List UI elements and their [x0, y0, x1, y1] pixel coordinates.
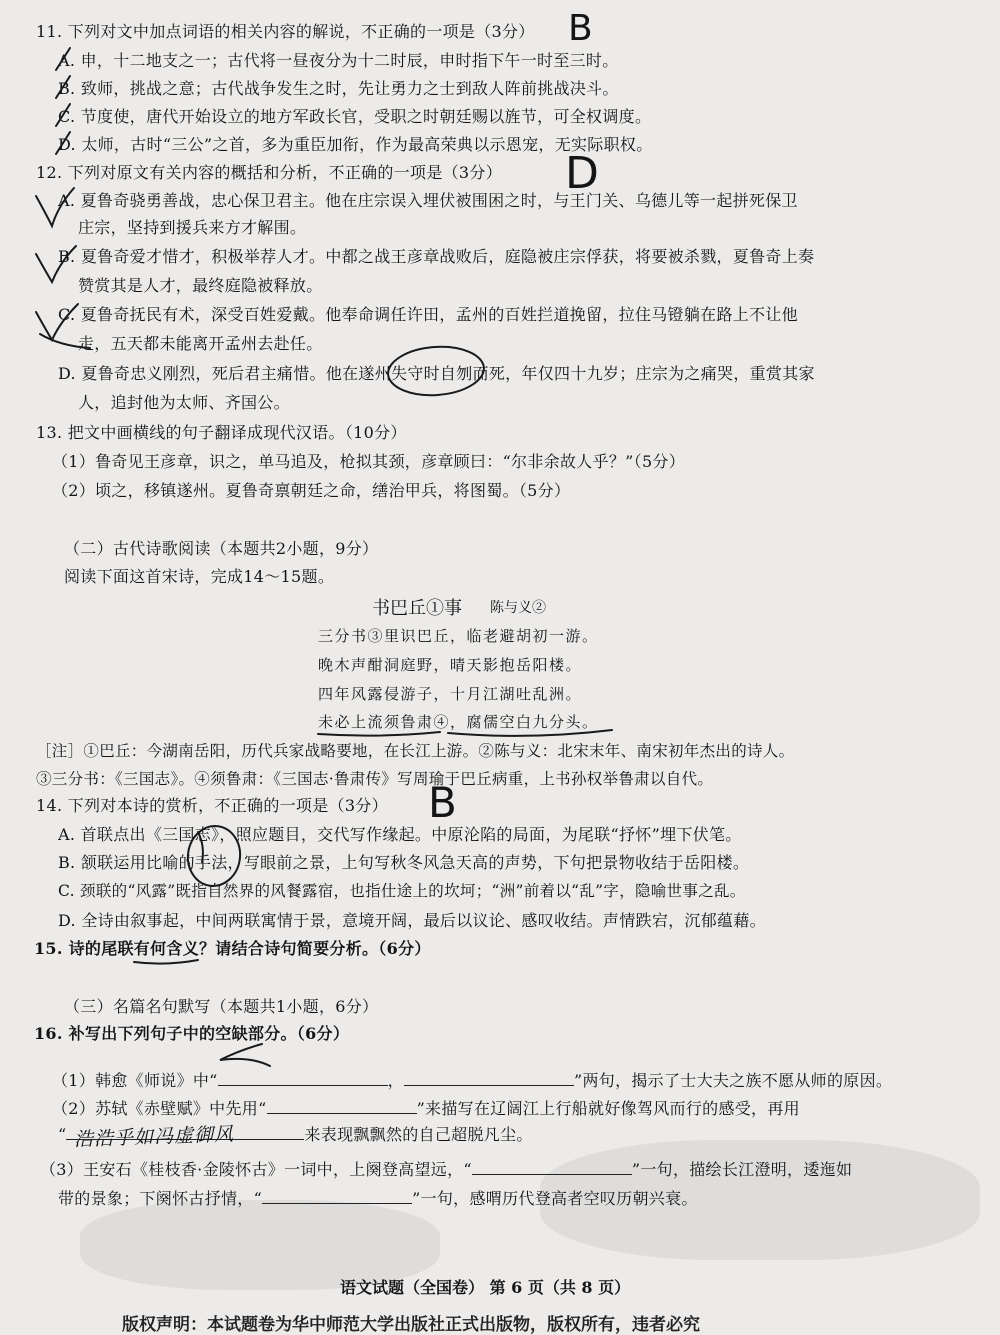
q11-option-d: D. 太师，古时“三公”之首，多为重臣加衔，作为最高荣典以示恩宠，无实际职权。: [58, 135, 653, 154]
q16-part2-quote: “: [58, 1125, 67, 1144]
q16-part2-suffix: ”来描写在辽阔江上行船就好像驾风而行的感受，再用: [416, 1099, 800, 1118]
q16-part3-suffix: ”一句，描绘长江澄明，逶迤如: [631, 1160, 853, 1179]
pen-slash: [56, 48, 70, 70]
q12-option-c-line2: 走，五天都未能离开孟州去赴任。: [78, 334, 323, 353]
poem-line: 未必上流须鲁肃④，腐儒空白九分头。: [318, 713, 599, 731]
page-footer: 语文试题（全国卷） 第 6 页（共 8 页）: [340, 1278, 631, 1297]
pen-underline: [134, 960, 198, 964]
q13-sentence-1: （1）鲁奇见王彦章，识之，单马追及，枪拟其颈，彦章顾曰：“尔非余故人乎？”（5分）: [52, 452, 686, 471]
q15-stem: 15. 诗的尾联有何含义？请结合诗句简要分析。（6分）: [34, 939, 431, 958]
q11-option-b: B. 致师，挑战之意；古代战争发生之时，先让勇力之士到敌人阵前挑战决斗。: [58, 79, 619, 98]
q16-part3-line2-prefix: 带的景象；下阕怀古抒情，“: [58, 1189, 263, 1208]
q13-sentence-2: （2）顷之，移镇遂州。夏鲁奇禀朝廷之命，缮治甲兵，将图蜀。（5分）: [52, 481, 571, 500]
poem-title: 书巴丘①事: [372, 598, 462, 619]
q16-part3-line2-suffix: ”一句，感喟历代登高者空叹历朝兴衰。: [412, 1189, 698, 1208]
pen-scribble: [198, 832, 203, 862]
poem-notes-line1: ［注］①巴丘：今湖南岳阳，历代兵家战略要地，在长江上游。②陈与义：北宋末年、南宋初年杰出的诗人。: [36, 742, 795, 760]
q14-stem: 14. 下列对本诗的赏析，不正确的一项是（3分）: [36, 796, 388, 815]
q16-part1-prefix: （1）韩愈《师说》中“: [52, 1071, 218, 1090]
q16-handwritten-fill: 浩浩乎如冯虚御风: [73, 1123, 235, 1151]
q12-option-d-line2: 人，追封他为太师、齐国公。: [78, 393, 290, 412]
section3-title: （三）名篇名句默写（本题共1小题，6分）: [64, 997, 379, 1016]
q11-handwritten-answer: B: [568, 8, 593, 49]
pen-circle: [386, 344, 485, 399]
q12-option-a-line2: 庄宗，坚持到援兵来方才解围。: [78, 218, 307, 237]
q13-stem: 13. 把文中画横线的句子翻译成现代汉语。（10分）: [36, 423, 407, 442]
pen-scribble: [220, 1044, 270, 1066]
q16-part2-prefix: （2）苏轼《赤壁赋》中先用“: [52, 1099, 267, 1118]
q11-option-a: A. 申，十二地支之一；古代将一昼夜分为十二时辰，申时指下午一时至三时。: [58, 51, 619, 70]
q16-part2-line2-suffix: 来表现飘飘然的自己超脱凡尘。: [304, 1125, 533, 1144]
q14-handwritten-answer: B: [428, 778, 457, 827]
q12-option-c-line1: C. 夏鲁奇抚民有术，深受百姓爱戴。他奉命调任许田，孟州的百姓拦道挽留，拉住马镫躺在路上不让他: [58, 305, 798, 324]
pen-tail: [40, 334, 90, 348]
q14-option-d: D. 全诗由叙事起，中间两联寓情于景，意境开阔，最后以议论、感叹收结。声情跌宕，沉郁蕴藉。: [58, 911, 766, 930]
pen-circle: [184, 823, 244, 890]
poem-line: 四年风露侵游子，十月江湖吐乱洲。: [318, 685, 583, 703]
q11-stem: 11. 下列对文中加点词语的相关内容的解说，不正确的一项是（3分）: [36, 22, 535, 41]
copyright-notice: 版权声明：本试题卷为华中师范大学出版社正式出版物，版权所有，违者必究: [122, 1315, 700, 1335]
pen-slash: [56, 132, 70, 154]
q12-option-b-line1: B. 夏鲁奇爱才惜才，积极举荐人才。中都之战王彦章战败后，庭隐被庄宗俘获，将要被杀戮，夏鲁奇上奏: [58, 247, 815, 266]
poem-author: 陈与义②: [490, 600, 546, 616]
check-mark: [36, 188, 74, 226]
q14-option-b: B. 颔联运用比喻的手法，写眼前之景，上句写秋冬风急天高的声势，下句把景物收结于岳阳楼。: [58, 853, 750, 872]
q12-stem: 12. 下列对原文有关内容的概括和分析，不正确的一项是（3分）: [36, 163, 503, 182]
q16-part3-prefix: （3）王安石《桂枝香·金陵怀古》一词中，上阕登高望远，“: [40, 1160, 472, 1179]
check-mark: [36, 246, 76, 282]
q11-option-c: C. 节度使，唐代开始设立的地方军政长官，受职之时朝廷赐以旌节，可全权调度。: [58, 107, 652, 126]
poem-notes-line2: ③三分书：《三国志》。④须鲁肃：《三国志·鲁肃传》写周瑜于巴丘病重，上书孙权举鲁肃以自代。: [36, 770, 714, 788]
q12-handwritten-answer: D: [565, 148, 599, 199]
q12-option-d-line1: D. 夏鲁奇忠义刚烈，死后君主痛惜。他在遂州失守时自刎而死，年仅四十九岁；庄宗为之痛哭，重赏其家: [58, 364, 815, 383]
section2-intro: 阅读下面这首宋诗，完成14～15题。: [64, 567, 335, 586]
pen-underline: [448, 730, 612, 736]
q12-option-b-line2: 赞赏其是人才，最终庭隐被释放。: [78, 276, 323, 295]
poem-line: 三分书③里识巴丘，临老避胡初一游。: [318, 627, 599, 645]
pen-slash: [56, 76, 70, 98]
q14-option-a: A. 首联点出《三国志》，照应题目，交代写作缘起。中原沦陷的局面，为尾联“抒怀”埋下伏笔。: [58, 825, 742, 844]
q14-option-c: C. 颈联的“风露”既指自然界的风餐露宿，也指仕途上的坎坷；“洲”前着以“乱”字，隐喻世事之乱。: [58, 882, 746, 900]
poem-line: 晚木声酣洞庭野，晴天影抱岳阳楼。: [318, 656, 583, 674]
q16-stem: 16. 补写出下列句子中的空缺部分。（6分）: [34, 1024, 350, 1043]
pen-underline: [318, 732, 440, 736]
section2-title: （二）古代诗歌阅读（本题共2小题，9分）: [64, 539, 379, 558]
q16-part1-comma: ，: [387, 1071, 404, 1090]
q12-option-a-line1: A. 夏鲁奇骁勇善战，忠心保卫君主。他在庄宗误入埋伏被围困之时，与王门关、乌德儿等一起拼死保卫: [58, 191, 798, 210]
pen-slash: [56, 104, 70, 126]
q16-part1-suffix: ”两句，揭示了士大夫之族不愿从师的原因。: [573, 1071, 893, 1090]
